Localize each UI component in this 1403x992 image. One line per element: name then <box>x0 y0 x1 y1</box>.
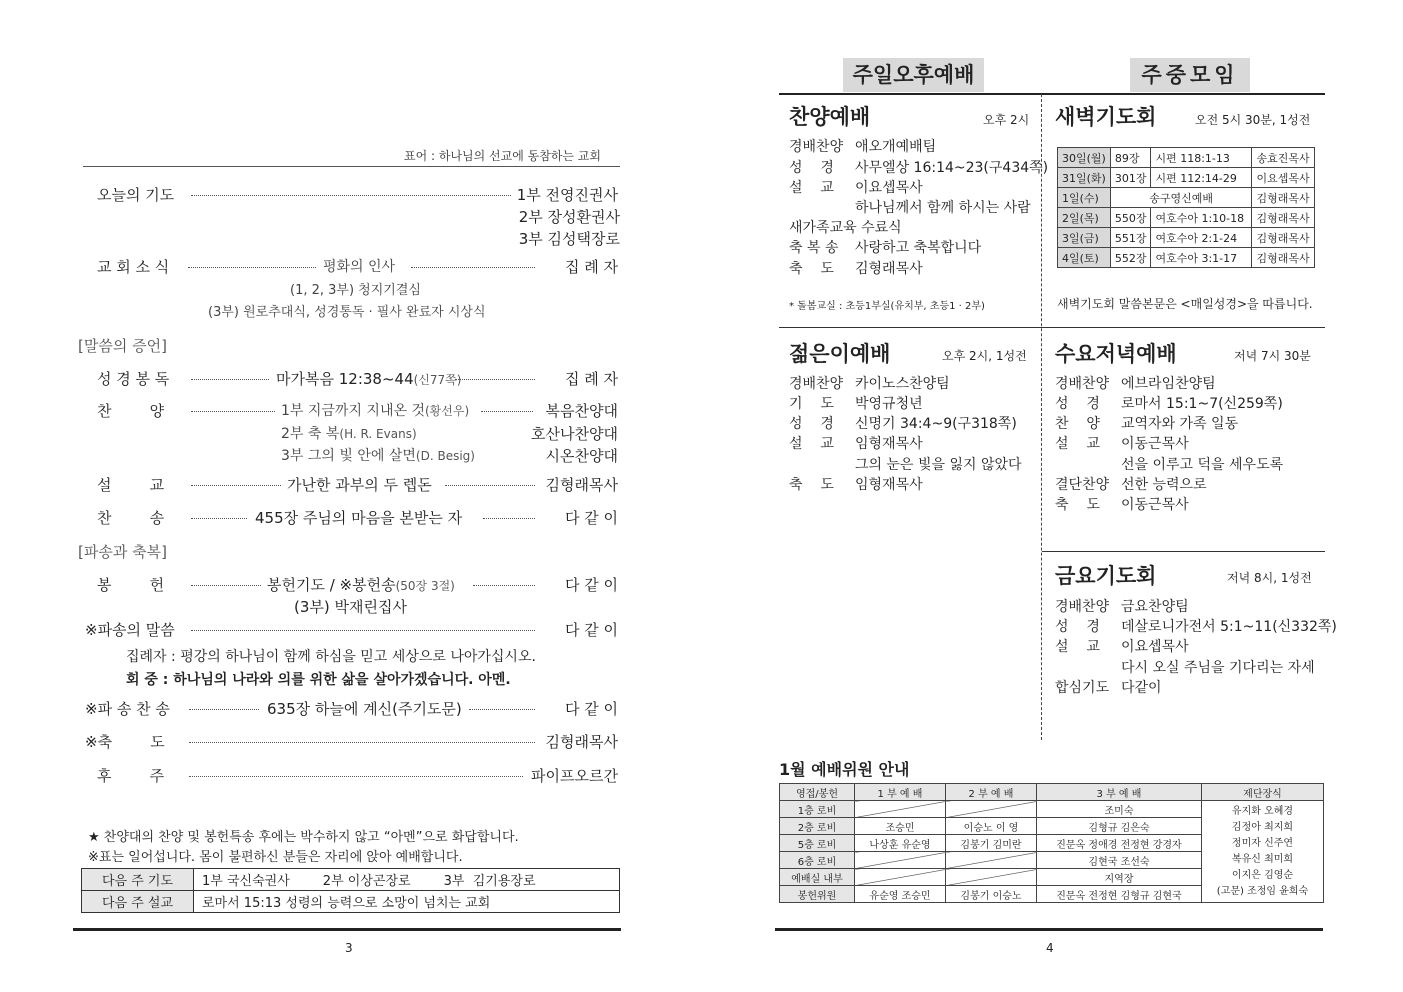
order-label: ※파 송 찬 송 <box>85 700 170 718</box>
anthem-2: 2부 축 복(H. R. Evans) <box>281 426 417 442</box>
youth-row: 경배찬양 카이노스찬양팀 <box>789 376 950 392</box>
friday-row: 설 교 이요셉목사 <box>1055 639 1189 655</box>
tab-sunday-afternoon: 주일오후예배 <box>843 58 984 92</box>
youth-time: 오후 2시, 1성전 <box>942 349 1027 363</box>
dot-leader <box>191 485 281 486</box>
choir-3: 시온찬양대 <box>545 447 618 465</box>
divider <box>1041 94 1042 740</box>
altar-cell: 유지화 오혜경 김정아 최지희 정미자 신주연 복유신 최미희 이지은 김영순 (고문) 조정임 윤희숙 <box>1202 801 1324 903</box>
order-offering <box>83 574 620 596</box>
order-leader: 집 례 자 <box>564 370 618 388</box>
anthem-3: 3부 그의 빛 안에 살면(D. Besig) <box>281 448 475 464</box>
order-label: 오늘의 기도 <box>97 186 175 204</box>
order-prayer <box>83 184 620 206</box>
order-item: 마가복음 12:38~44(신77쪽) <box>276 370 462 388</box>
wednesday-row: 설 교 이동근목사 <box>1055 436 1189 452</box>
order-label: ※축 도 <box>85 733 165 751</box>
friday-row: 다시 오실 주님을 기다리는 자세 <box>1121 660 1315 676</box>
table-cell: 로마서 15:13 성령의 능력으로 소망이 넘치는 교회 <box>194 891 620 913</box>
dot-leader <box>189 742 535 743</box>
motto: 표어 : 하나님의 선교에 동참하는 교회 <box>404 149 601 163</box>
duty-title: 1월 예배위원 안내 <box>779 760 910 779</box>
wednesday-row: 결단찬양 선한 능력으로 <box>1055 477 1207 493</box>
next-week-table <box>81 868 620 913</box>
praise-title: 찬양예배 <box>789 105 871 129</box>
duty-table <box>779 783 1324 903</box>
dot-leader <box>191 585 261 586</box>
table-header: 다음 주 기도 <box>82 869 194 891</box>
order-sending-hymn <box>83 698 620 720</box>
dot-leader <box>481 411 533 412</box>
dot-leader <box>191 518 247 519</box>
dawn-title: 새벽기도회 <box>1055 105 1157 129</box>
dawn-time: 오전 5시 30분, 1성전 <box>1195 113 1311 127</box>
wednesday-row: 경배찬양 에브라임찬양팀 <box>1055 376 1216 392</box>
table-header: 다음 주 설교 <box>82 891 194 913</box>
dot-leader <box>469 709 535 710</box>
friday-title: 금요기도회 <box>1055 564 1157 588</box>
tab-weekday: 주중모임 <box>1130 58 1250 92</box>
news-sub-1: (1, 2, 3부) 청지기결심 <box>290 283 421 298</box>
wednesday-row: 선을 이루고 덕을 세우도록 <box>1121 457 1284 473</box>
praise-row: 성 경 사무엘상 16:14~23(구434쪽) <box>789 160 1049 176</box>
divider <box>779 327 1325 328</box>
praise-row: 축 도 김형래목사 <box>789 261 923 277</box>
divider <box>1042 551 1325 552</box>
order-postlude <box>83 765 620 787</box>
youth-row: 설 교 임형재목사 <box>789 436 923 452</box>
praise-row: 축 복 송 사랑하고 축복합니다 <box>789 240 982 256</box>
youth-title: 젊은이예배 <box>789 342 891 366</box>
choir-2: 호산나찬양대 <box>531 425 618 443</box>
wednesday-title: 수요저녁예배 <box>1055 342 1177 366</box>
table-row: 3일(금) 551장 여호수아 2:1-24 김형래목사 <box>1058 228 1315 248</box>
wednesday-row: 찬 양 교역자와 가족 일동 <box>1055 416 1239 432</box>
divider <box>83 166 620 167</box>
dot-leader <box>188 267 316 268</box>
order-label: 설 교 <box>97 476 165 494</box>
prayer-line-3: 3부 김성택장로 <box>518 230 620 248</box>
wednesday-row: 축 도 이동근목사 <box>1055 497 1189 513</box>
order-reading <box>83 368 620 390</box>
section-heading: [말씀의 증언] <box>78 337 167 355</box>
footer-bar <box>73 928 621 931</box>
prayer-line-1: 1부 전영진권사 <box>516 186 618 204</box>
table-row: 영접/봉헌 1 부 예 배 2 부 예 배 3 부 예 배 제단장식 <box>780 784 1324 801</box>
order-leader: 다 같 이 <box>564 621 618 639</box>
order-news <box>83 256 620 278</box>
dot-leader <box>455 379 535 380</box>
order-leader: 김형래목사 <box>545 733 618 751</box>
table-row: 2일(목) 550장 여호수아 1:10-18 김형래목사 <box>1058 208 1315 228</box>
dot-leader <box>483 518 535 519</box>
order-leader: 다 같 이 <box>564 576 618 594</box>
dot-leader <box>191 379 269 380</box>
youth-row: 축 도 임형재목사 <box>789 477 923 493</box>
order-label: 성 경 봉 독 <box>97 370 170 388</box>
offering-sub: (3부) 박재린집사 <box>294 598 407 616</box>
order-label: 찬 양 <box>97 402 165 420</box>
order-item: 455장 주님의 마음을 본받는 자 <box>255 509 463 527</box>
choir-1: 복음찬양대 <box>545 402 618 420</box>
note-standing: ※표는 일어섭니다. 몸이 불편하신 분들은 자리에 앉아 예배합니다. <box>88 850 463 865</box>
order-label: 교 회 소 식 <box>97 258 170 276</box>
section-heading: [파송과 축복] <box>78 543 167 561</box>
order-leader: 집 례 자 <box>564 258 618 276</box>
dot-leader <box>189 776 523 777</box>
note-applause: ★ 찬양대의 찬양 및 봉헌특송 후에는 박수하지 않고 “아멘”으로 화답합니다. <box>88 830 519 845</box>
youth-row: 성 경 신명기 34:4~9(구318쪽) <box>789 416 1017 432</box>
dawn-schedule-table <box>1057 147 1315 268</box>
dot-leader <box>473 585 535 586</box>
dot-leader <box>191 195 511 196</box>
order-item: 가난한 과부의 두 렙돈 <box>287 476 432 494</box>
praise-time: 오후 2시 <box>983 113 1030 127</box>
order-leader: 다 같 이 <box>564 700 618 718</box>
anthem-1: 1부 지금까지 지내온 것(황선우) <box>281 403 470 419</box>
wednesday-row: 성 경 로마서 15:1~7(신259쪽) <box>1055 396 1283 412</box>
friday-row: 성 경 데살로니가전서 5:1~11(신332쪽) <box>1055 619 1337 635</box>
table-row: 2층 로비 조승민 이승노 이 영 김형규 김은숙 <box>780 818 1324 835</box>
order-item: 봉헌기도 / ※봉헌송(50장 3절) <box>267 576 455 594</box>
table-row: 봉헌위원 유순영 조승민 김봉기 이승노 진문옥 전정현 김형규 김현국 <box>780 886 1324 903</box>
table-row: 1일(수) 송구영신예배 김형래목사 <box>1058 188 1315 208</box>
table-row: 31일(화) 301장 시편 112:14-29 이요셉목사 <box>1058 168 1315 188</box>
order-label: 후 주 <box>97 767 165 785</box>
friday-time: 저녁 8시, 1성전 <box>1227 571 1312 585</box>
dot-leader <box>189 709 259 710</box>
table-row: 6층 로비 김현국 조선숙 <box>780 852 1324 869</box>
order-leader: 김형래목사 <box>545 476 618 494</box>
divider <box>779 93 1325 95</box>
dot-leader <box>445 485 535 486</box>
dot-leader <box>411 267 535 268</box>
order-anthem <box>83 400 620 422</box>
table-row: 4일(토) 552장 여호수아 3:1-17 김형래목사 <box>1058 248 1315 268</box>
friday-row: 합심기도 다같이 <box>1055 680 1162 696</box>
table-row: 30일(월) 89장 시편 118:1-13 송효진목사 <box>1058 148 1315 168</box>
praise-row: 하나님께서 함께 하시는 사람 <box>855 200 1031 216</box>
dot-leader <box>191 411 275 412</box>
praise-row: 새가족교육 수료식 <box>789 220 902 236</box>
praise-row: 경배찬양 애오개예배팀 <box>789 139 937 155</box>
dot-leader <box>191 630 535 631</box>
praise-note: * 돌봄교실 : 초등1부실(유치부, 초등1 · 2부) <box>789 301 985 312</box>
prayer-line-2: 2부 장성환권사 <box>518 208 620 226</box>
footer-bar <box>775 928 1323 931</box>
youth-row: 그의 눈은 빛을 잃지 않았다 <box>855 457 1022 473</box>
table-row: 5층 로비 나상훈 유순영 김봉기 김미란 진문옥 정애경 전정현 강경자 <box>780 835 1324 852</box>
response-people: 회 중 : 하나님의 나라와 의를 위한 삶을 살아가겠습니다. 아멘. <box>126 672 511 688</box>
table-row: 예배실 내부 지역장 <box>780 869 1324 886</box>
order-benediction <box>83 731 620 753</box>
order-leader: 파이프오르간 <box>531 767 618 785</box>
order-item: 평화의 인사 <box>323 259 396 275</box>
order-label: ※파송의 말씀 <box>85 621 175 639</box>
response-leader: 집례자 : 평강의 하나님이 함께 하심을 믿고 세상으로 나아가십시오. <box>126 649 536 665</box>
dawn-note: 새벽기도회 말씀본문은 <매일성경>을 따릅니다. <box>1057 297 1313 311</box>
order-sending <box>83 619 620 641</box>
order-leader: 다 같 이 <box>564 509 618 527</box>
order-hymn <box>83 507 620 529</box>
order-sermon <box>83 474 620 496</box>
table-row <box>82 869 620 891</box>
praise-row: 설 교 이요셉목사 <box>789 180 923 196</box>
order-item: 635장 하늘에 계신(주기도문) <box>267 700 462 718</box>
page-number: 3 <box>345 941 353 955</box>
table-row <box>82 891 620 913</box>
order-label: 봉 헌 <box>97 576 165 594</box>
youth-row: 기 도 박영규청년 <box>789 396 923 412</box>
wednesday-time: 저녁 7시 30분 <box>1234 349 1311 363</box>
table-row: 1층 로비 조미숙 유지화 오혜경 김정아 최지희 정미자 신주연 복유신 최미희 이지은 김영순 (고문) 조정임 윤희숙 <box>780 801 1324 818</box>
friday-row: 경배찬양 금요찬양팀 <box>1055 599 1189 615</box>
news-sub-2: (3부) 원로추대식, 성경통독 · 필사 완료자 시상식 <box>208 305 486 320</box>
order-label: 찬 송 <box>97 509 165 527</box>
page-number: 4 <box>1046 941 1054 955</box>
table-cell: 1부 국신숙권사 2부 이상곤장로 3부 김기용장로 <box>194 869 620 891</box>
